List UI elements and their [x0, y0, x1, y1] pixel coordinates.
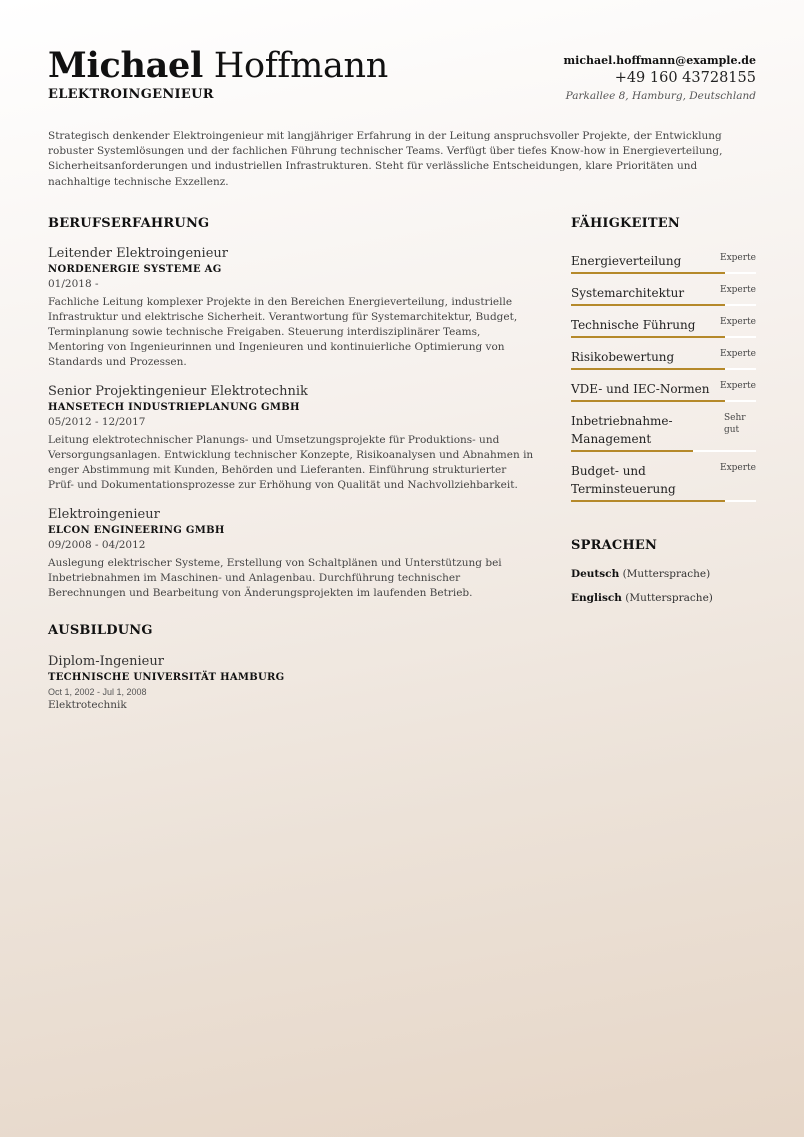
experience-heading: BERUFSERFAHRUNG [48, 216, 210, 231]
skill-level-fill [571, 500, 725, 502]
skill-level: Experte [720, 349, 756, 359]
education-heading: AUSBILDUNG [48, 623, 153, 638]
skill-level: Experte [720, 285, 756, 295]
skill-name: VDE- und IEC-Normen [571, 382, 710, 396]
language-item [571, 591, 756, 605]
skills-list [571, 252, 756, 502]
resume-header [48, 46, 756, 106]
job-company: ELCON ENGINEERING GMBH [48, 525, 225, 536]
profile-summary: Strategisch denkender Elektroingenieur mit langjähriger Erfahrung in der Leitung anspruchsvoller Projekte, der Entwicklung robuster Systemlösungen und der fachlichen Führung technischer Teams. Verfügt über tiefes Know-how in Energieverteilung, Sicherheitsanforderungen und industriellen Infrastrukturen. Steht für verlässliche Entscheidungen, klare Prioritäten und nachhaltige technische Exzellenz. [48, 130, 723, 188]
skill-level-bar [571, 450, 756, 452]
skill-level-bar [571, 336, 756, 338]
skill-item [571, 284, 756, 306]
skill-name: Technische Führung [571, 318, 696, 332]
language-name: Deutsch [571, 568, 620, 580]
job-title: Leitender Elektroingenieur [48, 246, 228, 261]
skill-name: Risikobewertung [571, 350, 675, 364]
job-role: ELEKTROINGENIEUR [48, 87, 214, 102]
skill-item [571, 380, 756, 402]
job-dates: 09/2008 - 04/2012 [48, 539, 146, 551]
languages-section [571, 538, 756, 605]
skill-item [571, 462, 756, 502]
language-level: (Muttersprache) [625, 592, 713, 604]
contact-phone: +49 160 43728155 [614, 70, 756, 86]
skill-level-bar [571, 400, 756, 402]
skill-level-bar [571, 304, 756, 306]
skill-item [571, 252, 756, 274]
job-entry [48, 246, 534, 370]
skill-level-bar [571, 272, 756, 274]
skills-heading: FÄHIGKEITEN [571, 216, 680, 231]
skill-level: Experte [720, 317, 756, 327]
sidebar-column [571, 216, 756, 615]
skill-level: Experte [720, 463, 756, 473]
education-section [48, 623, 534, 712]
skill-name: Energieverteilung [571, 254, 682, 268]
contact-address: Parkallee 8, Hamburg, Deutschland [565, 90, 756, 102]
skill-level: Experte [720, 253, 756, 263]
education-entry [48, 654, 534, 712]
job-title: Elektroingenieur [48, 507, 160, 522]
education-degree: Diplom-Ingenieur [48, 654, 164, 669]
skill-item [571, 412, 756, 452]
job-description: Auslegung elektrischer Systeme, Erstellung von Schaltplänen und Unterstützung bei Inbetriebnahmen im Maschinen- und Anlagenbau. Durchführung technischer Berechnungen und Bearbeitung von Änderungsprojekten im laufenden Betrieb. [48, 557, 502, 599]
skill-item [571, 348, 756, 370]
job-dates: 05/2012 - 12/2017 [48, 416, 146, 428]
main-column [48, 216, 534, 712]
contact-block [564, 54, 756, 103]
skill-level-bar [571, 500, 756, 502]
skill-level-fill [571, 304, 725, 306]
skill-level: Experte [720, 381, 756, 391]
education-dates: Oct 1, 2002 - Jul 1, 2008 [48, 687, 147, 697]
job-company: NORDENERGIE SYSTEME AG [48, 264, 222, 275]
language-name: Englisch [571, 592, 622, 604]
education-school: TECHNISCHE UNIVERSITÄT HAMBURG [48, 672, 285, 683]
education-field: Elektrotechnik [48, 699, 127, 711]
full-name [48, 46, 388, 86]
languages-heading: SPRACHEN [571, 538, 658, 553]
skill-level: Sehr gut [724, 413, 746, 435]
job-description: Leitung elektrotechnischer Planungs- und Umsetzungsprojekte für Produktions- und Versorgungsanlagen. Entwicklung technischer Konzepte, Risikoanalysen und Abnahmen in enger Abstimmung mit Kunden, Behörden und Lieferanten. Einführung strukturierter Prüf- und Dokumentationsprozesse zur Erhöhung von Qualität und Nachvollziehbarkeit. [48, 434, 534, 491]
skill-level-fill [571, 336, 725, 338]
job-description: Fachliche Leitung komplexer Projekte in den Bereichen Energieverteilung, industrielle Infrastruktur und elektrische Sicherheit. Verantwortung für Systemarchitektur, Budget, Terminplanung sowie technische Freigaben. Steuerung interdisziplinärer Teams, Mentoring von Ingenieurinnen und Ingenieuren und kontinuierliche Optimierung von Standards und Prozessen. [48, 296, 518, 368]
skill-name: Systemarchitektur [571, 286, 685, 300]
job-company: HANSETECH INDUSTRIEPLANUNG GMBH [48, 402, 300, 413]
first-name: Michael [48, 45, 203, 86]
skill-name: Budget- und Terminsteuerung [571, 464, 676, 496]
languages-list [571, 567, 756, 605]
skill-level-fill [571, 450, 693, 452]
job-entry [48, 507, 534, 601]
language-item [571, 567, 756, 581]
skill-level-fill [571, 368, 725, 370]
language-level: (Muttersprache) [622, 568, 711, 580]
last-name: Hoffmann [213, 46, 389, 86]
job-dates: 01/2018 - [48, 278, 99, 290]
job-entry [48, 384, 534, 493]
contact-email: michael.hoffmann@example.de [563, 54, 756, 67]
skill-item [571, 316, 756, 338]
skill-name: Inbetriebnahme-Management [571, 414, 673, 446]
skill-level-fill [571, 272, 725, 274]
skill-level-fill [571, 400, 725, 402]
resume-page [48, 0, 756, 1137]
skill-level-bar [571, 368, 756, 370]
job-title: Senior Projektingenieur Elektrotechnik [48, 384, 308, 399]
